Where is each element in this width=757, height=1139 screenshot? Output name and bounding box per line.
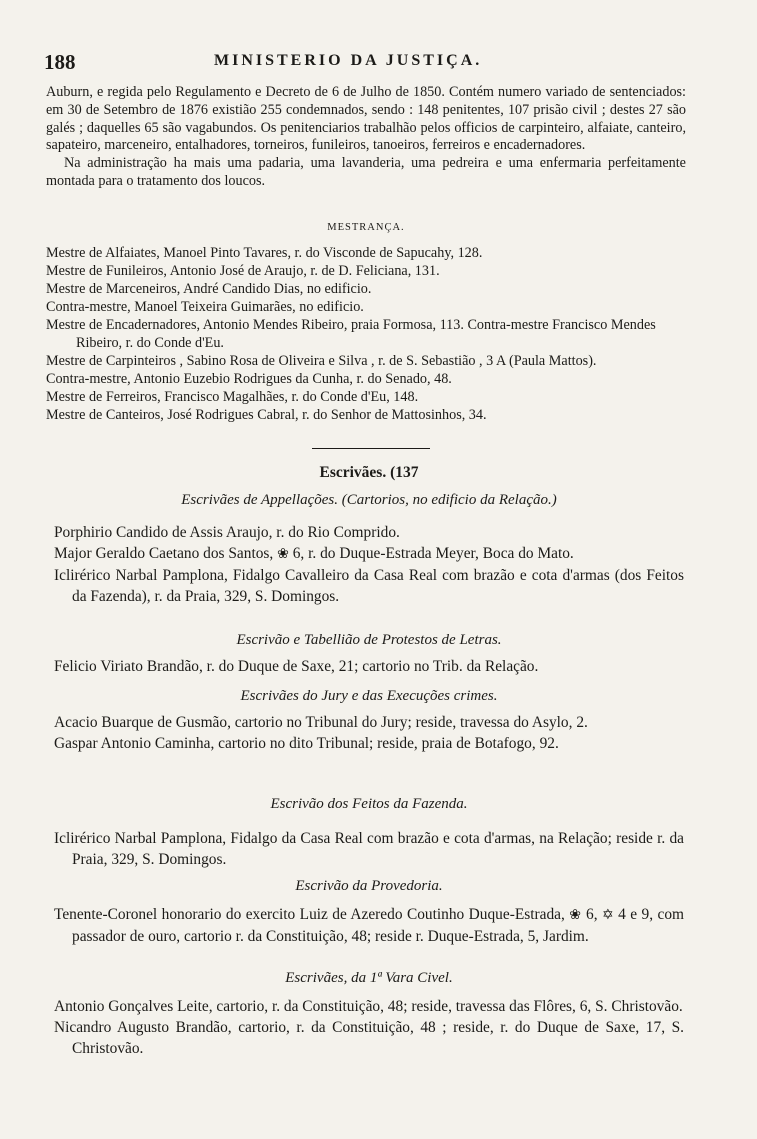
entry-text: 6, <box>586 906 598 923</box>
mestranca-list <box>46 244 686 424</box>
mestranca-entry: Contra-mestre, Manoel Teixeira Guimarães, no edificio. <box>46 299 364 315</box>
escrivaes-title: Escrivães. (137 <box>319 464 419 481</box>
mestranca-entry: Mestre de Funileiros, Antonio José de Araujo, r. de D. Feliciana, 131. <box>46 263 440 279</box>
entry-text: Tenente-Coronel honorario do exercito Luiz de Azeredo Coutinho Duque-Estrada, <box>54 906 565 923</box>
running-title: MINISTERIO DA JUSTIÇA. <box>214 52 483 69</box>
jury-entry-2: Gaspar Antonio Caminha, cartorio no dito Tribunal; reside, praia de Botafogo, 92. <box>54 735 559 752</box>
star-insignia-icon: ✡ <box>602 908 614 923</box>
jury-heading: Escrivães do Jury e das Execuções crimes. <box>240 688 498 704</box>
mestranca-entry: Mestre de Marceneiros, André Candido Dias, no edificio. <box>46 281 372 297</box>
vara-civel-entry-1: Antonio Gonçalves Leite, cartorio, r. da Constituição, 48; reside, travessa das Flôres, 6, S. Christovão. <box>54 998 683 1015</box>
order-insignia-icon: ❀ <box>277 547 289 562</box>
provedoria-entries <box>54 904 684 947</box>
provedoria-entry <box>54 904 684 947</box>
appellacoes-entry-2 <box>54 543 684 565</box>
jury-entry-1: Acacio Buarque de Gusmão, cartorio no Tribunal do Jury; reside, travessa do Asylo, 2. <box>54 714 588 731</box>
protestos-entries <box>54 656 684 677</box>
appellacoes-entry-3: Iclirérico Narbal Pamplona, Fidalgo Cavalleiro da Casa Real com brazão e cota d'armas (dos Feitos da Fazenda), r. da Praia, 329, S. Domingos. <box>54 567 684 605</box>
intro-paragraph-1: Auburn, e regida pelo Regulamento e Decreto de 6 de Julho de 1850. Contém numero variado de sentenciados: em 30 de Setembro de 1876 existião 255 condemnados, sendo : 148 penitentes, 107 prisão civil ; destes 27 são galés ; daquelles 65 são vagabundos. Os penitenciarios trabalhão pelos officios de carpinteiro, alfaiate, canteiro, sapateiro, marceneiro, entalhadores, torneiros, funileiros, tanoeiros, ferreiros e encadernadores. <box>46 84 686 154</box>
vara-civel-entry-2: Nicandro Augusto Brandão, cartorio, r. da Constituição, 48 ; reside, r. do Duque de Saxe, 17, S. Christovão. <box>54 1019 684 1057</box>
provedoria-heading: Escrivão da Provedoria. <box>295 878 443 894</box>
section-divider <box>312 448 430 449</box>
appellacoes-entries <box>54 522 684 607</box>
vara-civel-entries <box>54 996 684 1059</box>
jury-entries <box>54 712 684 754</box>
entry-text: 4 e 9, com passador de ouro, cartorio r. da Constituição, 48; reside r. Duque-Estrada, 5, Jardim. <box>72 906 685 945</box>
mestranca-entry: Mestre de Encadernadores, Antonio Mendes Ribeiro, praia Formosa, 113. Contra-mestre Francisco Mendes Ribeiro, r. do Conde d'Eu. <box>46 317 656 351</box>
mestranca-entry: Contra-mestre, Antonio Euzebio Rodrigues da Cunha, r. do Senado, 48. <box>46 371 452 387</box>
fazenda-entry: Iclirérico Narbal Pamplona, Fidalgo da Casa Real com brazão e cota d'armas, na Relação; reside r. da Praia, 329, S. Domingos. <box>54 830 684 868</box>
appellacoes-entry-1: Porphirio Candido de Assis Araujo, r. do Rio Comprido. <box>54 524 400 541</box>
mestranca-entry: Mestre de Carpinteiros , Sabino Rosa de Oliveira e Silva , r. de S. Sebastião , 3 A (Paula Mattos). <box>46 353 597 369</box>
entry-text: Major Geraldo Caetano dos Santos, <box>54 545 274 562</box>
protestos-entry: Felicio Viriato Brandão, r. do Duque de Saxe, 21; cartorio no Trib. da Relação. <box>54 658 539 675</box>
fazenda-entries <box>54 828 684 870</box>
vara-civel-heading: Escrivães, da 1ª Vara Civel. <box>285 970 453 986</box>
page-number: 188 <box>44 50 76 74</box>
mestranca-entry: Mestre de Alfaiates, Manoel Pinto Tavares, r. do Visconde de Sapucahy, 128. <box>46 245 483 261</box>
page-header <box>44 50 684 84</box>
order-insignia-icon: ❀ <box>569 908 582 923</box>
mestranca-title: MESTRANÇA. <box>327 222 405 233</box>
protestos-heading: Escrivão e Tabellião de Protestos de Letras. <box>236 632 502 648</box>
appellacoes-heading: Escrivães de Appellações. (Cartorios, no edificio da Relação.) <box>181 492 557 508</box>
intro-paragraph-2: Na administração ha mais uma padaria, uma lavanderia, uma pedreira e uma enfermaria perfeitamente montada para o tratamento dos loucos. <box>46 155 686 189</box>
fazenda-heading: Escrivão dos Feitos da Fazenda. <box>270 796 468 812</box>
intro-text <box>46 84 686 191</box>
entry-text: 6, r. do Duque-Estrada Meyer, Boca do Mato. <box>292 545 574 562</box>
mestranca-entry: Mestre de Ferreiros, Francisco Magalhães, r. do Conde d'Eu, 148. <box>46 389 419 405</box>
mestranca-entry: Mestre de Canteiros, José Rodrigues Cabral, r. do Senhor de Mattosinhos, 34. <box>46 407 487 423</box>
